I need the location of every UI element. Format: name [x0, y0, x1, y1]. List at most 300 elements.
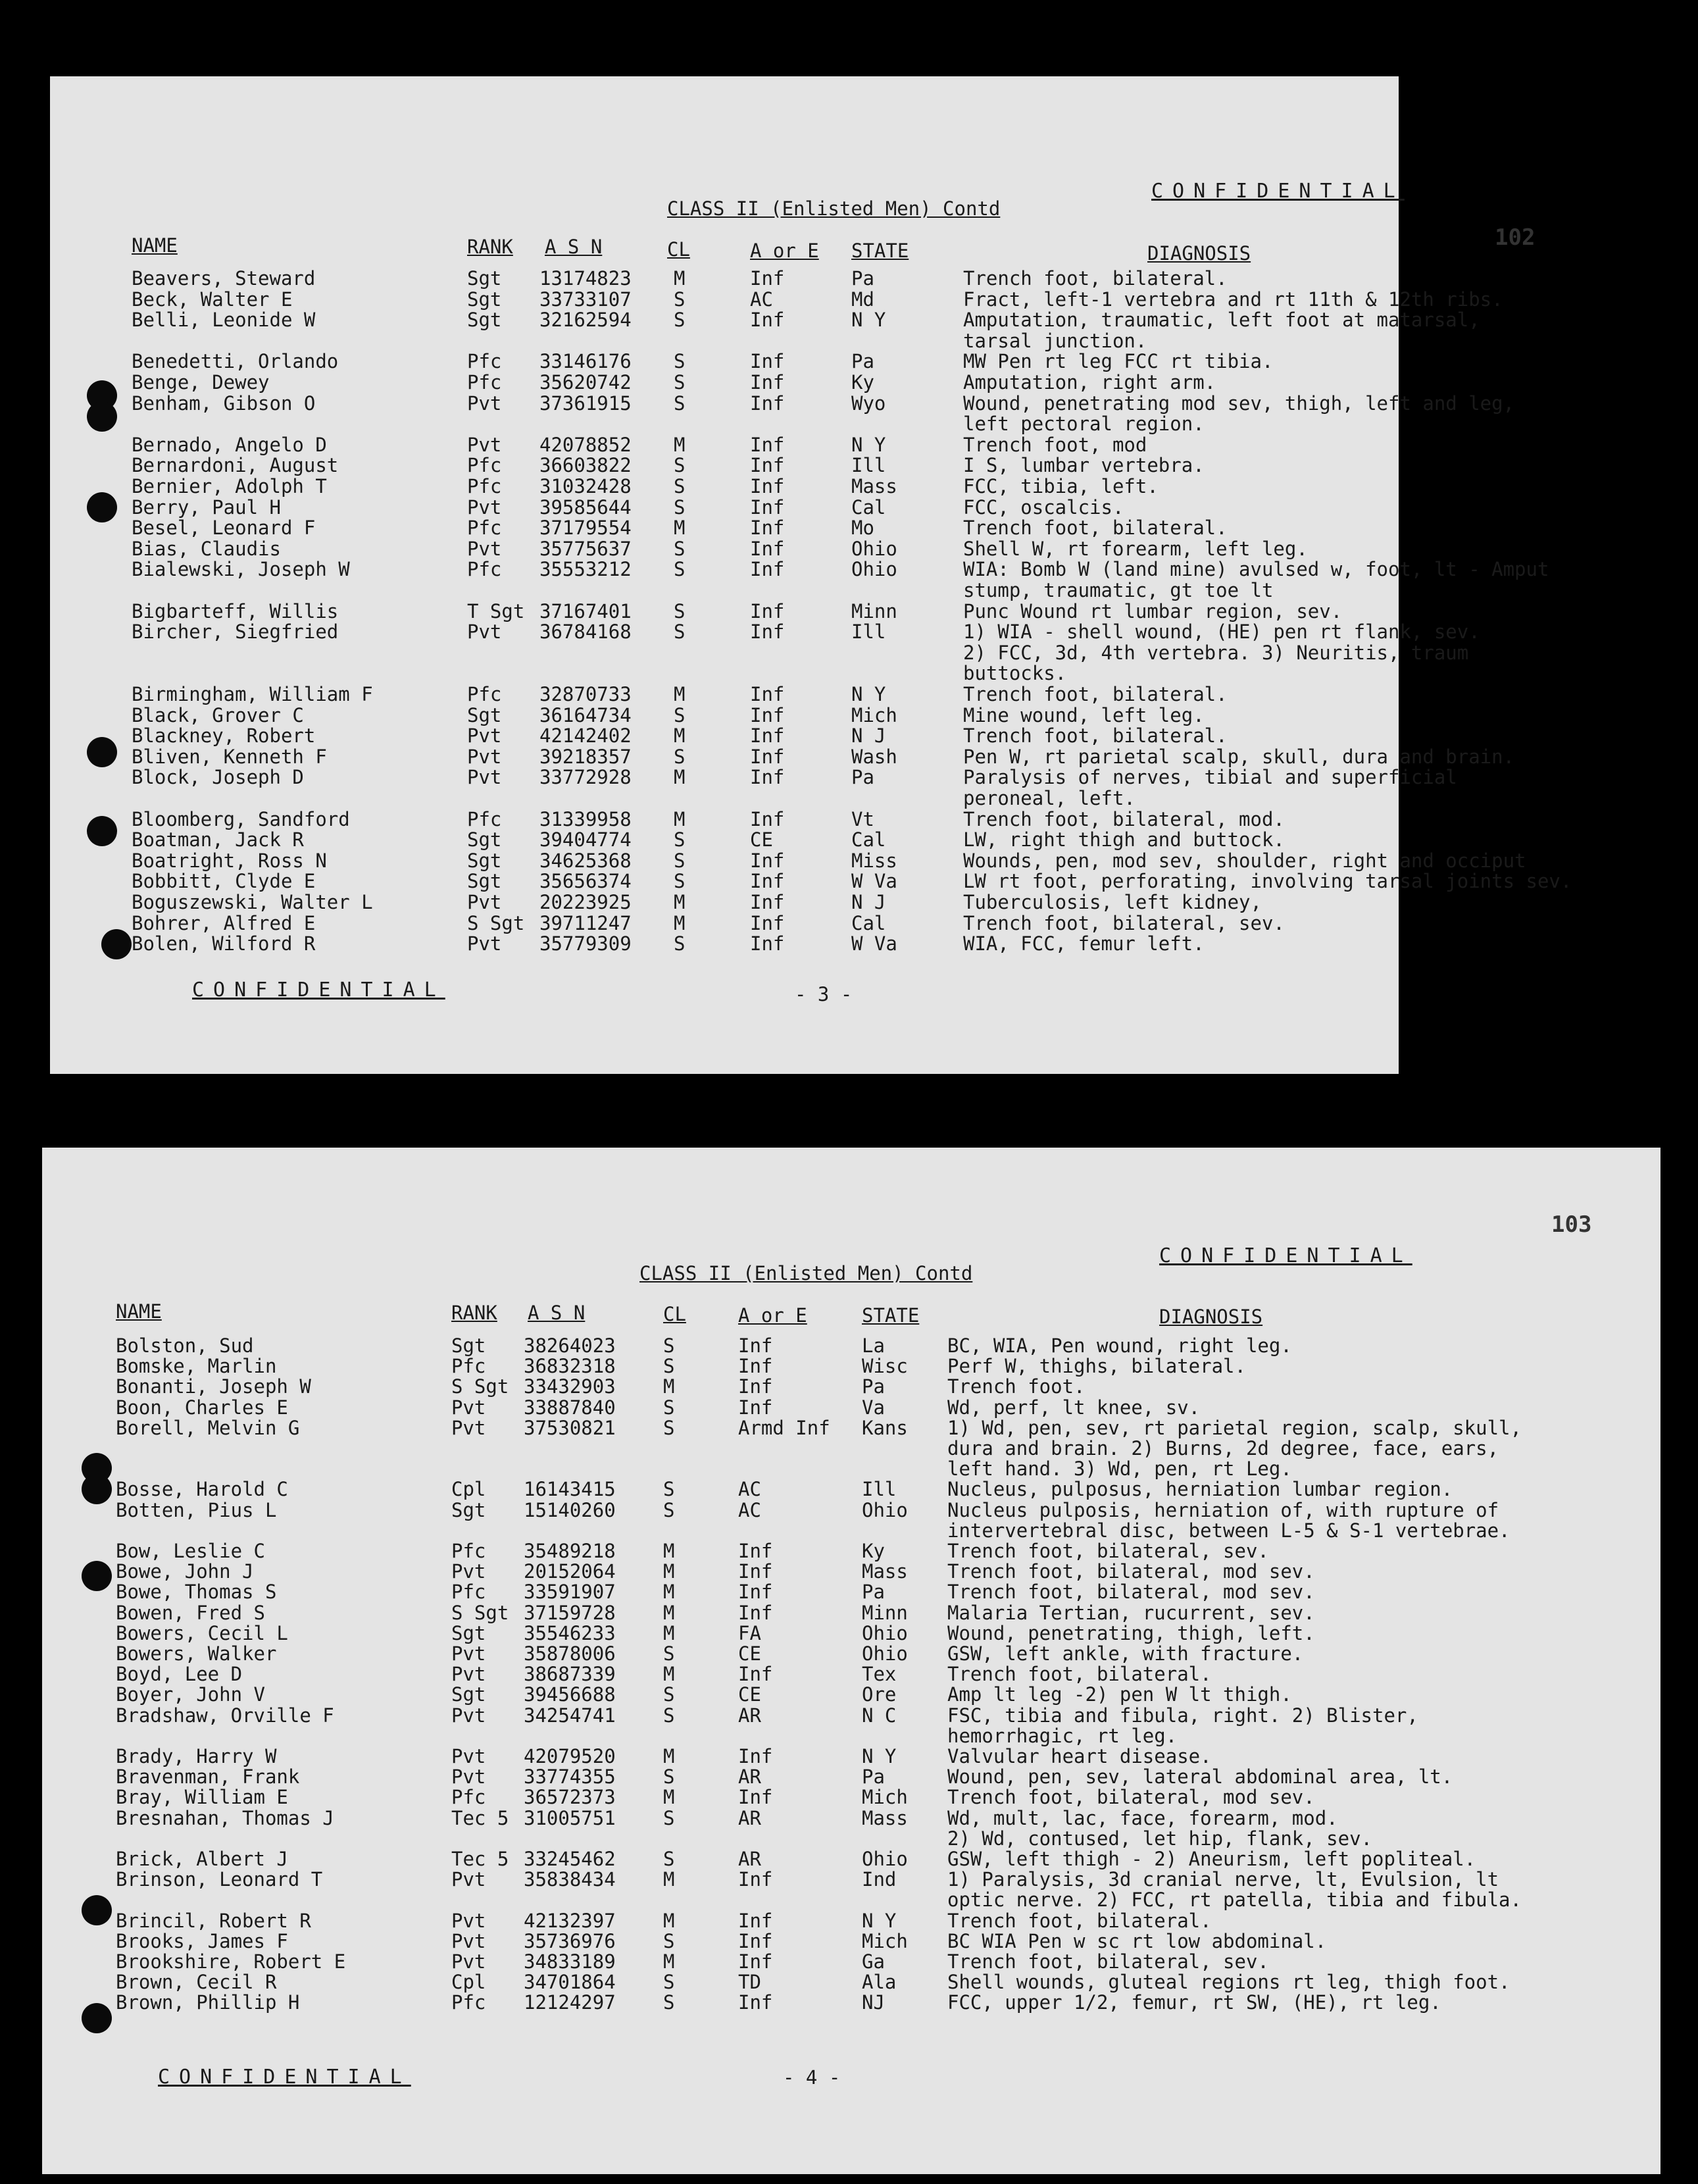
cell-asn: 33774355: [524, 1765, 616, 1789]
cell-rank: Sgt: [451, 1683, 486, 1706]
cell-diag: 1) WIA - shell wound, (HE) pen rt flank, sev.: [963, 621, 1480, 644]
cell-aore: Inf: [738, 1663, 773, 1686]
cell-rank: Sgt: [467, 870, 502, 893]
cell-state: Wash: [851, 745, 897, 768]
cell-state: Md: [851, 288, 874, 311]
cell-asn: 36572373: [524, 1786, 616, 1809]
cell-state: N Y: [862, 1745, 897, 1767]
cell-diag: left pectoral region.: [963, 413, 1205, 436]
cell-state: La: [862, 1334, 885, 1357]
cell-aore: AC: [750, 288, 773, 311]
cell-cl: S: [674, 828, 686, 851]
cell-cl: S: [674, 392, 686, 415]
cell-asn: 37361915: [539, 392, 632, 415]
cell-state: Cal: [851, 911, 886, 934]
cell-name: Bosse, Harold C: [116, 1478, 288, 1501]
cell-aore: CE: [738, 1642, 761, 1665]
cell-rank: S Sgt: [467, 911, 525, 934]
cell-cl: M: [663, 1621, 675, 1644]
cell-name: Brick, Albert J: [116, 1848, 288, 1870]
cell-asn: 36164734: [539, 703, 632, 726]
cell-aore: Inf: [738, 1601, 773, 1624]
cell-asn: 33432903: [524, 1375, 616, 1398]
cell-name: Bigbarteff, Willis: [132, 599, 339, 622]
cell-diag: BC, WIA, Pen wound, right leg.: [947, 1334, 1292, 1357]
cell-aore: Inf: [750, 537, 785, 560]
cell-cl: M: [663, 1950, 675, 1973]
cell-diag: Trench foot.: [947, 1375, 1086, 1398]
cell-cl: M: [663, 1375, 675, 1398]
cell-aore: Inf: [738, 1868, 773, 1891]
cell-rank: Tec 5: [451, 1848, 509, 1870]
cell-state: Ky: [862, 1540, 885, 1562]
cell-name: Bravenman, Frank: [116, 1765, 300, 1789]
cell-rank: Pvt: [467, 724, 502, 748]
cell-asn: 33887840: [524, 1396, 616, 1419]
cell-aore: Inf: [738, 1909, 773, 1932]
cell-rank: Pvt: [467, 537, 502, 560]
cell-name: Bernier, Adolph T: [132, 475, 327, 497]
cell-asn: 34701864: [524, 1971, 616, 1994]
confidential-top-stamp: CONFIDENTIAL: [1151, 180, 1405, 203]
cell-cl: S: [674, 288, 686, 311]
cell-name: Bomske, Marlin: [116, 1355, 277, 1378]
cell-aore: CE: [738, 1683, 761, 1706]
cell-name: Bircher, Siegfried: [132, 621, 339, 644]
punch-hole: [101, 929, 132, 959]
cell-diag: Wounds, pen, mod sev, shoulder, right and occiput: [963, 849, 1526, 872]
cell-aore: Inf: [750, 475, 785, 497]
cell-aore: Inf: [738, 1581, 773, 1604]
cell-cl: M: [674, 891, 686, 913]
cell-cl: M: [663, 1560, 675, 1583]
cell-aore: AR: [738, 1765, 761, 1789]
cell-asn: 13174823: [539, 267, 632, 290]
punch-hole: [87, 816, 117, 846]
punch-hole: [82, 1561, 112, 1591]
cell-state: Cal: [851, 828, 886, 851]
cell-cl: S: [674, 870, 686, 893]
cell-rank: Sgt: [467, 267, 502, 290]
cell-name: Bowen, Fred S: [116, 1601, 265, 1624]
cell-rank: Pvt: [467, 621, 502, 644]
cell-diag: Trench foot, bilateral, sev.: [947, 1950, 1269, 1973]
cell-aore: Inf: [750, 932, 785, 955]
cell-state: Ohio: [851, 537, 897, 560]
cell-cl: S: [663, 1334, 675, 1357]
cell-name: Benedetti, Orlando: [132, 350, 339, 373]
cell-diag: Trench foot, bilateral, mod sev.: [947, 1786, 1315, 1809]
cell-rank: Pfc: [451, 1355, 486, 1378]
cell-rank: S Sgt: [451, 1601, 509, 1624]
cell-diag: WIA, FCC, femur left.: [963, 932, 1205, 955]
punch-hole: [82, 1895, 112, 1925]
cell-rank: Pfc: [467, 517, 502, 540]
header-name: NAME: [116, 1300, 162, 1323]
cell-diag: intervertebral disc, between L-5 & S-1 vertebrae.: [947, 1519, 1511, 1542]
cell-state: Cal: [851, 495, 886, 519]
cell-asn: 35775637: [539, 537, 632, 560]
report-page-2: [42, 1148, 1661, 2174]
cell-aore: Inf: [738, 1991, 773, 2014]
cell-state: Minn: [851, 599, 897, 622]
cell-name: Boguszewski, Walter L: [132, 891, 373, 913]
cell-diag: Trench foot, bilateral, mod sev.: [947, 1560, 1315, 1583]
cell-diag: Wound, pen, sev, lateral abdominal area, lt.: [947, 1765, 1453, 1789]
cell-asn: 33245462: [524, 1848, 616, 1870]
cell-aore: Inf: [750, 683, 785, 705]
cell-diag: peroneal, left.: [963, 787, 1136, 809]
cell-diag: Valvular heart disease.: [947, 1745, 1212, 1767]
cell-aore: Inf: [750, 621, 785, 644]
cell-diag: Amp lt leg -2) pen W lt thigh.: [947, 1683, 1292, 1706]
cell-state: Ohio: [851, 558, 897, 581]
cell-cl: M: [674, 683, 686, 705]
cell-state: Pa: [862, 1581, 885, 1604]
cell-aore: AR: [738, 1848, 761, 1870]
cell-diag: Nucleus, pulposus, herniation lumbar region.: [947, 1478, 1453, 1501]
cell-diag: Trench foot, bilateral, sev.: [963, 911, 1285, 934]
cell-diag: FCC, tibia, left.: [963, 475, 1159, 497]
report-page-1: [50, 76, 1572, 1074]
cell-name: Brady, Harry W: [116, 1745, 277, 1767]
cell-state: Ohio: [862, 1642, 908, 1665]
cell-diag: LW rt foot, perforating, involving tarsal joints sev.: [963, 870, 1572, 893]
cell-rank: Pvt: [451, 1416, 486, 1439]
cell-aore: Inf: [738, 1560, 773, 1583]
cell-state: Wyo: [851, 392, 886, 415]
cell-state: Vt: [851, 807, 874, 830]
cell-diag: Trench foot, bilateral, mod sev.: [947, 1581, 1315, 1604]
cell-diag: Malaria Tertian, rucurrent, sev.: [947, 1601, 1315, 1624]
confidential-top-stamp: CONFIDENTIAL: [1159, 1244, 1412, 1267]
cell-diag: 2) FCC, 3d, 4th vertebra. 3) Neuritis, traum: [963, 641, 1469, 664]
cell-state: Ill: [851, 621, 886, 644]
cell-asn: 39218357: [539, 745, 632, 768]
cell-name: Bernardoni, August: [132, 454, 339, 477]
cell-asn: 35656374: [539, 870, 632, 893]
cell-name: Benham, Gibson O: [132, 392, 316, 415]
cell-cl: S: [674, 703, 686, 726]
cell-rank: Sgt: [451, 1498, 486, 1521]
cell-asn: 35620742: [539, 371, 632, 394]
header-state: STATE: [851, 240, 909, 262]
cell-name: Boatman, Jack R: [132, 828, 304, 851]
cell-asn: 16143415: [524, 1478, 616, 1501]
cell-asn: 42078852: [539, 433, 632, 456]
cell-state: Ky: [851, 371, 874, 394]
header-diagnosis: DIAGNOSIS: [1159, 1306, 1263, 1328]
cell-name: Besel, Leonard F: [132, 517, 316, 540]
cell-aore: Inf: [750, 766, 785, 789]
cell-diag: Perf W, thighs, bilateral.: [947, 1355, 1246, 1378]
cell-name: Belli, Leonide W: [132, 309, 316, 332]
cell-state: W Va: [851, 870, 897, 893]
cell-name: Beavers, Steward: [132, 267, 316, 290]
cell-cl: S: [663, 1806, 675, 1829]
cell-name: Brown, Phillip H: [116, 1991, 300, 2014]
cell-aore: Inf: [750, 495, 785, 519]
cell-state: N Y: [851, 683, 886, 705]
cell-diag: Pen W, rt parietal scalp, skull, dura and brain.: [963, 745, 1515, 768]
cell-state: Ga: [862, 1950, 885, 1973]
cell-asn: 33146176: [539, 350, 632, 373]
cell-rank: Sgt: [451, 1621, 486, 1644]
cell-cl: M: [663, 1663, 675, 1686]
cell-state: Ore: [862, 1683, 897, 1706]
cell-name: Bobbitt, Clyde E: [132, 870, 316, 893]
cell-asn: 39404774: [539, 828, 632, 851]
cell-asn: 39585644: [539, 495, 632, 519]
cell-cl: M: [674, 267, 686, 290]
cell-asn: 35779309: [539, 932, 632, 955]
cell-rank: Pvt: [451, 1663, 486, 1686]
punch-hole: [87, 737, 117, 767]
cell-aore: Inf: [750, 745, 785, 768]
cell-name: Brookshire, Robert E: [116, 1950, 346, 1973]
header-a-or-e: A or E: [738, 1304, 807, 1327]
cell-state: Ill: [862, 1478, 897, 1501]
cell-diag: Trench foot, bilateral.: [963, 517, 1228, 540]
cell-diag: Trench foot, bilateral.: [963, 267, 1228, 290]
cell-asn: 37530821: [524, 1416, 616, 1439]
cell-rank: Pvt: [467, 766, 502, 789]
cell-state: Tex: [862, 1663, 897, 1686]
cell-rank: Cpl: [451, 1478, 486, 1501]
cell-cl: S: [663, 1478, 675, 1501]
footer-page-number: - 4 -: [783, 2066, 841, 2089]
cell-state: Pa: [862, 1375, 885, 1398]
cell-name: Block, Joseph D: [132, 766, 304, 789]
cell-name: Black, Grover C: [132, 703, 304, 726]
cell-diag: hemorrhagic, rt leg.: [947, 1724, 1178, 1747]
cell-rank: Sgt: [451, 1334, 486, 1357]
cell-cl: M: [663, 1581, 675, 1604]
cell-diag: Shell W, rt forearm, left leg.: [963, 537, 1308, 560]
cell-name: Brown, Cecil R: [116, 1971, 277, 1994]
cell-cl: S: [663, 1355, 675, 1378]
cell-diag: Wd, perf, lt knee, sv.: [947, 1396, 1201, 1419]
cell-aore: Inf: [750, 371, 785, 394]
cell-cl: S: [674, 932, 686, 955]
cell-diag: Trench foot, mod: [963, 433, 1147, 456]
cell-name: Bliven, Kenneth F: [132, 745, 327, 768]
cell-diag: Wound, penetrating, thigh, left.: [947, 1621, 1315, 1644]
cell-cl: S: [663, 1704, 675, 1727]
cell-cl: M: [674, 433, 686, 456]
cell-name: Bloomberg, Sandford: [132, 807, 350, 830]
cell-cl: S: [674, 495, 686, 519]
cell-diag: MW Pen rt leg FCC rt tibia.: [963, 350, 1274, 373]
cell-rank: Pvt: [451, 1704, 486, 1727]
cell-diag: I S, lumbar vertebra.: [963, 454, 1205, 477]
cell-cl: S: [674, 475, 686, 497]
cell-rank: Pvt: [451, 1950, 486, 1973]
cell-diag: FCC, upper 1/2, femur, rt SW, (HE), rt leg.: [947, 1991, 1441, 2014]
cell-aore: Inf: [738, 1396, 773, 1419]
cell-state: Mass: [862, 1560, 908, 1583]
cell-rank: Sgt: [467, 309, 502, 332]
cell-rank: Tec 5: [451, 1806, 509, 1829]
cell-state: Mich: [851, 703, 897, 726]
cell-rank: Pvt: [467, 495, 502, 519]
cell-asn: 35546233: [524, 1621, 616, 1644]
cell-asn: 33733107: [539, 288, 632, 311]
cell-diag: Tuberculosis, left kidney,: [963, 891, 1262, 913]
cell-state: W Va: [851, 932, 897, 955]
cell-state: Mass: [862, 1806, 908, 1829]
cell-aore: CE: [750, 828, 773, 851]
cell-aore: Inf: [750, 870, 785, 893]
cell-rank: Pfc: [467, 454, 502, 477]
cell-diag: Fract, left-1 vertebra and rt 11th & 12th ribs.: [963, 288, 1503, 311]
cell-cl: S: [663, 1765, 675, 1789]
cell-diag: Trench foot, bilateral.: [947, 1663, 1212, 1686]
cell-aore: FA: [738, 1621, 761, 1644]
cell-diag: GSW, left thigh - 2) Aneurism, left popliteal.: [947, 1848, 1476, 1870]
cell-rank: Pfc: [467, 558, 502, 581]
cell-rank: Pfc: [467, 683, 502, 705]
cell-aore: TD: [738, 1971, 761, 1994]
cell-rank: Pvt: [451, 1929, 486, 1952]
cell-name: Bowers, Cecil L: [116, 1621, 288, 1644]
cell-cl: M: [663, 1786, 675, 1809]
cell-cl: S: [663, 1848, 675, 1870]
cell-aore: Inf: [738, 1334, 773, 1357]
cell-name: Bolen, Wilford R: [132, 932, 316, 955]
cell-rank: Pfc: [451, 1991, 486, 2014]
cell-diag: BC WIA Pen w sc rt low abdominal.: [947, 1929, 1327, 1952]
cell-asn: 37167401: [539, 599, 632, 622]
cell-diag: dura and brain. 2) Burns, 2d degree, face, ears,: [947, 1437, 1499, 1460]
header-a-or-e: A or E: [750, 240, 819, 262]
punch-hole: [82, 1474, 112, 1504]
cell-rank: S Sgt: [451, 1375, 509, 1398]
cell-name: Bohrer, Alfred E: [132, 911, 316, 934]
cell-diag: Amputation, right arm.: [963, 371, 1216, 394]
cell-state: Pa: [851, 350, 874, 373]
cell-asn: 37179554: [539, 517, 632, 540]
cell-cl: M: [674, 724, 686, 748]
cell-diag: Wound, penetrating mod sev, thigh, left and leg,: [963, 392, 1515, 415]
cell-name: Brooks, James F: [116, 1929, 288, 1952]
cell-asn: 35489218: [524, 1540, 616, 1562]
cell-rank: Pfc: [451, 1581, 486, 1604]
cell-aore: Inf: [750, 807, 785, 830]
header-cl: CL: [663, 1303, 686, 1325]
cell-name: Bray, William E: [116, 1786, 288, 1809]
cell-rank: Pvt: [467, 891, 502, 913]
cell-diag: stump, traumatic, gt toe lt: [963, 579, 1274, 601]
cell-rank: Pvt: [467, 392, 502, 415]
cell-asn: 36832318: [524, 1355, 616, 1378]
cell-rank: T Sgt: [467, 599, 525, 622]
cell-cl: S: [674, 350, 686, 373]
cell-state: N Y: [851, 309, 886, 332]
punch-hole: [87, 492, 117, 522]
cell-asn: 31005751: [524, 1806, 616, 1829]
punch-hole: [87, 401, 117, 432]
header-asn: A S N: [528, 1302, 586, 1324]
cell-asn: 15140260: [524, 1498, 616, 1521]
header-diagnosis: DIAGNOSIS: [1147, 242, 1251, 265]
cell-name: Botten, Pius L: [116, 1498, 277, 1521]
header-asn: A S N: [545, 236, 603, 258]
cell-name: Borell, Melvin G: [116, 1416, 300, 1439]
cell-cl: S: [674, 558, 686, 581]
cell-cl: S: [663, 1498, 675, 1521]
cell-asn: 32870733: [539, 683, 632, 705]
cell-state: Va: [862, 1396, 885, 1419]
cell-state: N J: [851, 891, 886, 913]
cell-aore: Inf: [750, 267, 785, 290]
cell-state: Ala: [862, 1971, 897, 1994]
cell-aore: Inf: [750, 392, 785, 415]
class-title: CLASS II (Enlisted Men) Contd: [639, 1262, 973, 1284]
cell-asn: 20152064: [524, 1560, 616, 1583]
cell-diag: Shell wounds, gluteal regions rt leg, thigh foot.: [947, 1971, 1511, 1994]
cell-state: Mich: [862, 1786, 908, 1809]
confidential-bottom-stamp: CONFIDENTIAL: [158, 2066, 411, 2089]
cell-diag: Trench foot, bilateral.: [963, 683, 1228, 705]
cell-name: Bialewski, Joseph W: [132, 558, 350, 581]
cell-asn: 37159728: [524, 1601, 616, 1624]
cell-cl: S: [663, 1971, 675, 1994]
cell-name: Bernado, Angelo D: [132, 433, 327, 456]
cell-diag: Trench foot, bilateral, sev.: [947, 1540, 1269, 1562]
cell-diag: GSW, left ankle, with fracture.: [947, 1642, 1304, 1665]
cell-name: Birmingham, William F: [132, 683, 373, 705]
cell-aore: Inf: [738, 1929, 773, 1952]
cell-state: Pa: [862, 1765, 885, 1789]
cell-asn: 35878006: [524, 1642, 616, 1665]
cell-state: N Y: [851, 433, 886, 456]
cell-cl: S: [674, 309, 686, 332]
cell-asn: 34833189: [524, 1950, 616, 1973]
cell-name: Beck, Walter E: [132, 288, 293, 311]
cell-aore: Inf: [750, 891, 785, 913]
cell-aore: Inf: [750, 350, 785, 373]
header-name: NAME: [132, 234, 178, 257]
cell-aore: Inf: [750, 599, 785, 622]
cell-cl: M: [674, 807, 686, 830]
cell-diag: Amputation, traumatic, left foot at matarsal,: [963, 309, 1480, 332]
cell-cl: M: [674, 911, 686, 934]
page-number-mark: 102: [1495, 224, 1536, 251]
cell-rank: Pfc: [467, 807, 502, 830]
cell-diag: Paralysis of nerves, tibial and superficial: [963, 766, 1457, 789]
cell-diag: tarsal junction.: [963, 329, 1147, 352]
cell-name: Bowe, John J: [116, 1560, 254, 1583]
cell-diag: FSC, tibia and fibula, right. 2) Blister,: [947, 1704, 1418, 1727]
cell-diag: Nucleus pulposis, herniation of, with rupture of: [947, 1498, 1499, 1521]
cell-name: Bonanti, Joseph W: [116, 1375, 311, 1398]
cell-state: Miss: [851, 849, 897, 872]
cell-name: Brinson, Leonard T: [116, 1868, 323, 1891]
cell-asn: 32162594: [539, 309, 632, 332]
cell-diag: 2) Wd, contused, let hip, flank, sev.: [947, 1827, 1373, 1850]
punch-hole: [82, 2003, 112, 2033]
cell-asn: 36784168: [539, 621, 632, 644]
cell-diag: Wd, mult, lac, face, forearm, mod.: [947, 1806, 1338, 1829]
cell-asn: 12124297: [524, 1991, 616, 2014]
cell-rank: Sgt: [467, 288, 502, 311]
cell-rank: Pfc: [467, 475, 502, 497]
cell-asn: 39456688: [524, 1683, 616, 1706]
cell-state: Mich: [862, 1929, 908, 1952]
cell-aore: Inf: [738, 1950, 773, 1973]
cell-state: Mass: [851, 475, 897, 497]
